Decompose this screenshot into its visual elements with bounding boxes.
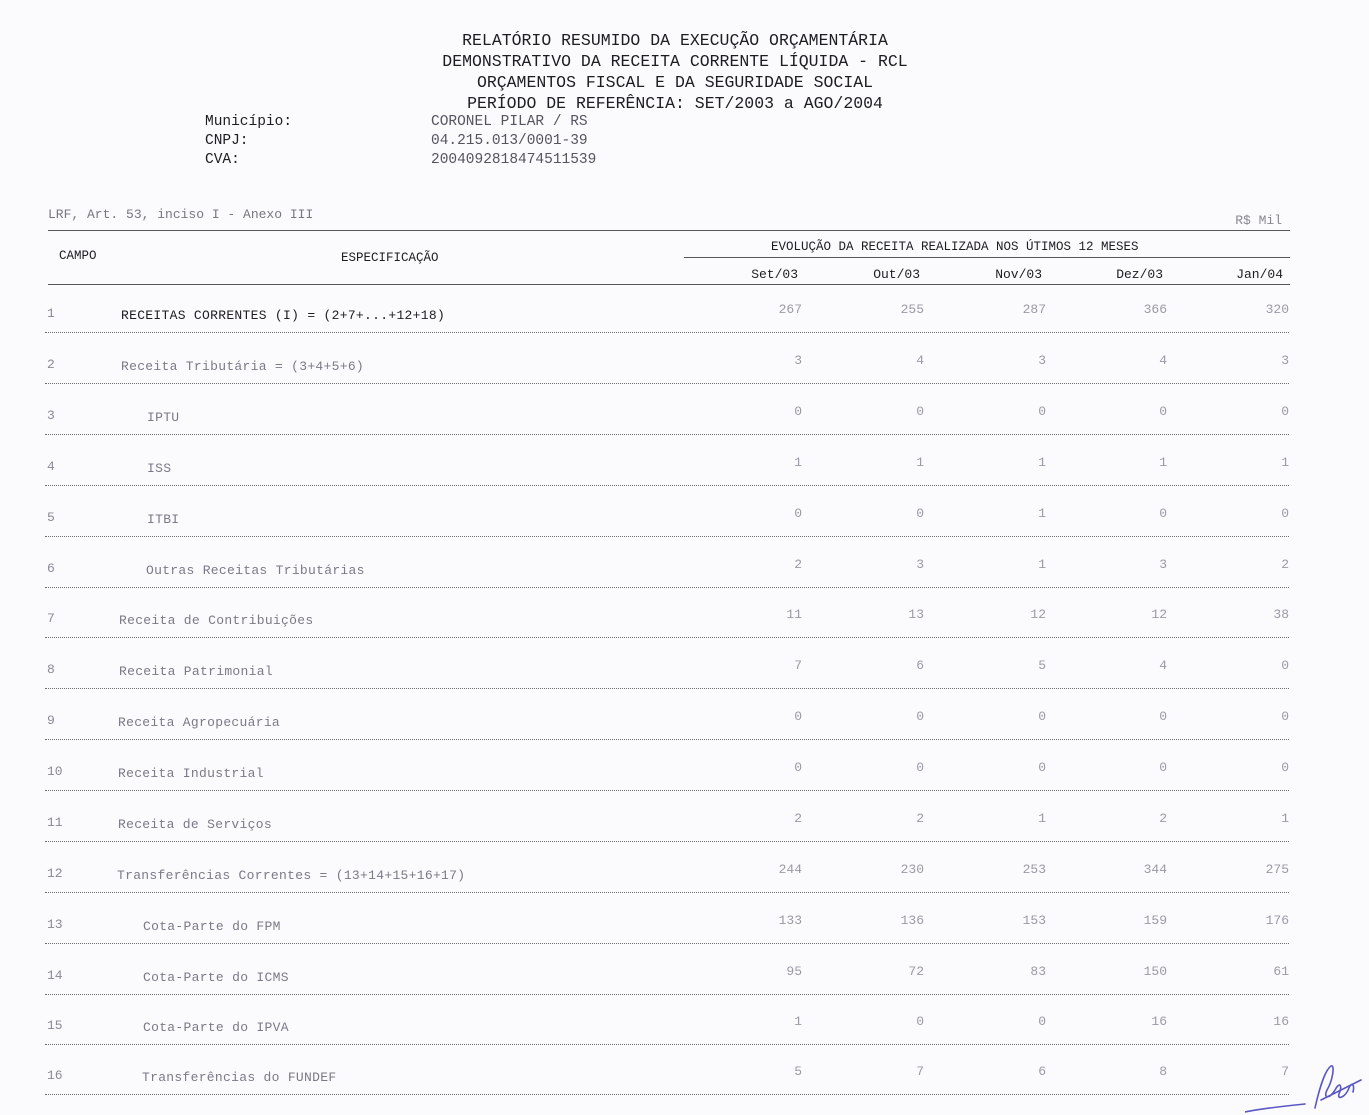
row-especificacao: Receita Industrial [118,766,264,781]
row-especificacao: Cota-Parte do IPVA [143,1020,289,1035]
row-campo: 6 [47,561,55,576]
row-value-nov03: 1 [1038,455,1046,470]
row-value-dez03: 2 [1159,811,1167,826]
row-value-nov03: 3 [1038,353,1046,368]
row-value-jan04: 38 [1273,607,1289,622]
row-separator [45,1094,1289,1095]
row-value-out03: 255 [900,302,924,317]
row-value-set03: 0 [794,506,802,521]
entity-metadata [205,113,596,170]
row-value-out03: 230 [900,862,924,877]
table-row [0,455,1369,506]
row-campo: 12 [47,866,63,881]
month-header-jan04: Jan/04 [1236,267,1283,282]
row-separator [45,434,1289,435]
row-value-nov03: 1 [1038,506,1046,521]
row-value-out03: 6 [916,658,924,673]
row-separator [45,790,1289,791]
row-value-out03: 0 [916,709,924,724]
row-value-out03: 0 [916,404,924,419]
row-value-out03: 0 [916,506,924,521]
municipio-row [205,113,596,132]
row-value-set03: 2 [794,811,802,826]
row-separator [45,943,1289,944]
row-value-dez03: 0 [1159,404,1167,419]
report-title-line-3: ORÇAMENTOS FISCAL E DA SEGURIDADE SOCIAL [476,73,874,92]
row-value-dez03: 150 [1143,964,1167,979]
row-campo: 4 [47,459,55,474]
month-header-set03: Set/03 [751,267,798,282]
cnpj-label: CNPJ: [205,133,249,149]
row-separator [45,739,1289,740]
table-row [0,506,1369,557]
evolution-header-rule [684,257,1290,258]
row-value-set03: 5 [794,1064,802,1079]
row-value-set03: 244 [778,862,802,877]
row-especificacao: Outras Receitas Tributárias [146,563,365,578]
row-campo: 7 [47,611,55,626]
row-campo: 13 [47,917,63,932]
table-row [0,760,1369,811]
row-value-dez03: 16 [1151,1014,1167,1029]
row-value-dez03: 366 [1143,302,1167,317]
row-value-set03: 0 [794,760,802,775]
row-value-jan04: 3 [1281,353,1289,368]
row-especificacao: Receita Tributária = (3+4+5+6) [121,359,365,374]
row-value-out03: 3 [916,557,924,572]
row-especificacao: Receita Patrimonial [119,664,273,679]
table-row [0,607,1369,658]
row-especificacao: ITBI [147,512,180,527]
row-value-dez03: 0 [1159,709,1167,724]
column-header-campo: CAMPO [59,249,97,263]
row-value-dez03: 12 [1151,607,1167,622]
row-campo: 3 [47,408,55,423]
row-value-nov03: 5 [1038,658,1046,673]
row-value-set03: 1 [794,1014,802,1029]
table-row [0,1014,1369,1065]
row-value-out03: 7 [916,1064,924,1079]
row-value-nov03: 0 [1038,709,1046,724]
row-especificacao: IPTU [147,410,180,425]
table-row [0,1064,1369,1115]
row-separator [45,587,1289,588]
row-value-nov03: 83 [1030,964,1046,979]
table-row [0,557,1369,608]
row-value-out03: 13 [908,607,924,622]
row-value-set03: 95 [786,964,802,979]
month-header-nov03: Nov/03 [995,267,1042,282]
row-value-jan04: 176 [1265,913,1289,928]
row-value-dez03: 0 [1159,506,1167,521]
row-separator [45,841,1289,842]
row-value-nov03: 6 [1038,1064,1046,1079]
row-value-nov03: 1 [1038,557,1046,572]
row-value-jan04: 0 [1281,404,1289,419]
row-value-set03: 2 [794,557,802,572]
row-value-nov03: 12 [1030,607,1046,622]
row-campo: 1 [47,306,55,321]
row-value-jan04: 0 [1281,760,1289,775]
table-row [0,404,1369,455]
row-value-jan04: 0 [1281,506,1289,521]
row-value-dez03: 1 [1159,455,1167,470]
report-title-line-1: RELATÓRIO RESUMIDO DA EXECUÇÃO ORÇAMENTÁRIA [462,31,888,50]
row-especificacao: RECEITAS CORRENTES (I) = (2+7+...+12+18) [121,308,446,323]
row-value-out03: 0 [916,760,924,775]
row-campo: 16 [47,1068,63,1083]
row-value-set03: 0 [794,709,802,724]
row-value-dez03: 8 [1159,1064,1167,1079]
row-value-jan04: 320 [1265,302,1289,317]
cnpj-row [205,132,596,151]
row-value-nov03: 287 [1022,302,1046,317]
row-value-jan04: 1 [1281,811,1289,826]
row-value-nov03: 0 [1038,1014,1046,1029]
row-value-dez03: 344 [1143,862,1167,877]
row-value-nov03: 0 [1038,760,1046,775]
row-campo: 9 [47,713,55,728]
row-value-dez03: 0 [1159,760,1167,775]
row-especificacao: Receita Agropecuária [118,715,281,730]
row-separator [45,485,1289,486]
row-value-jan04: 7 [1281,1064,1289,1079]
row-campo: 2 [47,357,55,372]
municipio-value: CORONEL PILAR / RS [431,114,588,130]
row-especificacao: Cota-Parte do FPM [143,919,281,934]
row-campo: 10 [47,764,63,779]
row-value-out03: 136 [900,913,924,928]
row-especificacao: Transferências Correntes = (13+14+15+16+17) [117,868,466,883]
row-value-dez03: 4 [1159,658,1167,673]
row-value-out03: 4 [916,353,924,368]
row-separator [45,688,1289,689]
row-value-nov03: 153 [1022,913,1046,928]
row-separator [45,994,1289,995]
row-campo: 11 [47,815,63,830]
row-value-set03: 7 [794,658,802,673]
column-header-especificacao: ESPECIFICAÇÃO [341,251,439,265]
row-value-dez03: 3 [1159,557,1167,572]
row-especificacao: Receita de Contribuições [119,613,314,628]
table-row [0,709,1369,760]
row-value-set03: 267 [778,302,802,317]
report-title-block [380,30,970,114]
row-separator [45,1044,1289,1045]
legal-reference: LRF, Art. 53, inciso I - Anexo III [48,207,314,222]
table-row [0,964,1369,1015]
table-row [0,302,1369,353]
table-row [0,862,1369,913]
row-value-dez03: 159 [1143,913,1167,928]
report-period: PERÍODO DE REFERÊNCIA: SET/2003 a AGO/2004 [467,94,883,113]
cva-value: 2004092818474511539 [431,152,597,168]
month-header-dez03: Dez/03 [1116,267,1163,282]
row-value-set03: 3 [794,353,802,368]
table-row [0,811,1369,862]
row-value-jan04: 0 [1281,709,1289,724]
row-value-dez03: 4 [1159,353,1167,368]
handwritten-signature [1245,1060,1369,1114]
row-campo: 8 [47,662,55,677]
row-value-jan04: 1 [1281,455,1289,470]
row-value-jan04: 275 [1265,862,1289,877]
row-value-jan04: 0 [1281,658,1289,673]
row-campo: 14 [47,968,63,983]
row-value-nov03: 253 [1022,862,1046,877]
row-campo: 15 [47,1018,63,1033]
row-value-out03: 0 [916,1014,924,1029]
row-separator [45,383,1289,384]
row-separator [45,637,1289,638]
cva-label: CVA: [205,152,240,168]
report-title-line-2: DEMONSTRATIVO DA RECEITA CORRENTE LÍQUIDA - RCL [442,52,908,71]
row-separator [45,892,1289,893]
table-row [0,658,1369,709]
month-header-out03: Out/03 [873,267,920,282]
cva-row [205,151,596,170]
row-separator [45,536,1289,537]
cnpj-value: 04.215.013/0001-39 [431,133,588,149]
row-value-out03: 72 [908,964,924,979]
row-separator [45,332,1289,333]
row-especificacao: ISS [147,461,172,476]
row-value-set03: 0 [794,404,802,419]
row-especificacao: Receita de Serviços [118,817,272,832]
table-top-rule [48,230,1290,231]
row-value-jan04: 2 [1281,557,1289,572]
row-value-set03: 133 [778,913,802,928]
row-value-jan04: 61 [1273,964,1289,979]
row-value-nov03: 1 [1038,811,1046,826]
column-header-evolucao: EVOLUÇÃO DA RECEITA REALIZADA NOS ÚTIMOS 12 MESES [771,240,1139,254]
row-value-out03: 1 [916,455,924,470]
table-row [0,353,1369,404]
row-especificacao: Cota-Parte do ICMS [143,970,289,985]
row-value-set03: 1 [794,455,802,470]
row-value-set03: 11 [786,607,802,622]
row-value-jan04: 16 [1273,1014,1289,1029]
municipio-label: Município: [205,114,293,130]
row-value-nov03: 0 [1038,404,1046,419]
row-value-out03: 2 [916,811,924,826]
table-row [0,913,1369,964]
currency-unit: R$ Mil [1235,213,1282,228]
header-bottom-rule [48,284,1290,285]
row-especificacao: Transferências do FUNDEF [142,1070,337,1085]
row-campo: 5 [47,510,55,525]
